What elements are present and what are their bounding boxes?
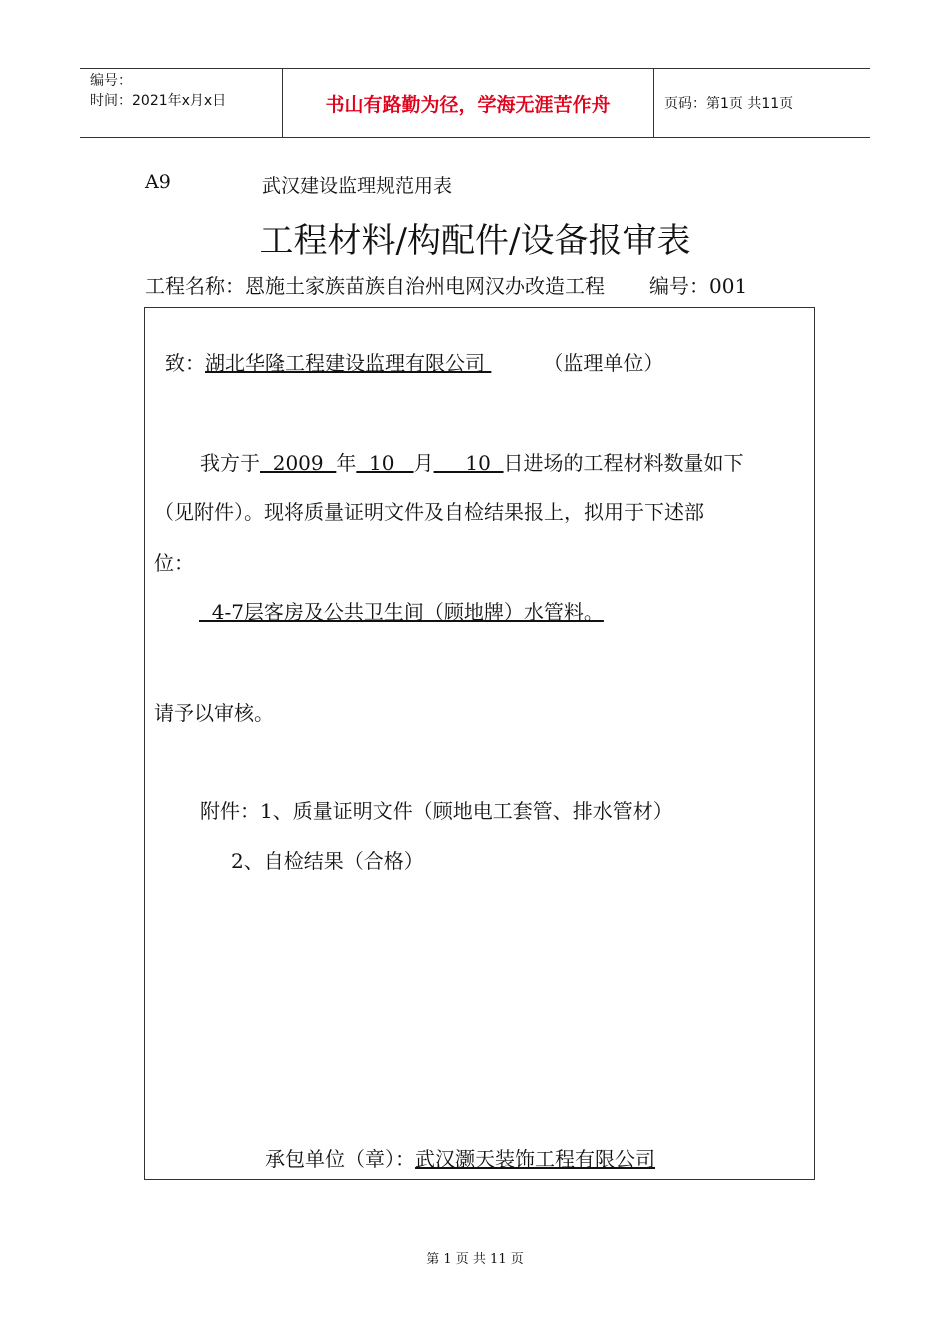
form-box [144, 307, 815, 1180]
supervisor-unit-label: （监理单位） [543, 351, 664, 375]
attachment-2: 2、自检结果（合格） [231, 849, 424, 873]
p1-b: 年 [336, 451, 357, 475]
motto-text: 书山有路勤为径，学海无涯苦作舟 [325, 93, 611, 116]
form-title: 工程材料/构配件/设备报审表 [259, 221, 691, 261]
paragraph-line-1 [200, 447, 744, 476]
paragraph-line-2: （见附件）。现将质量证明文件及自检结果报上，拟用于下述部 [154, 500, 704, 524]
form-subtitle: 武汉建设监理规范用表 [262, 175, 453, 197]
request-text: 请予以审核。 [154, 701, 274, 725]
form-number: 编号：001 [649, 274, 748, 298]
entry-month: 10 [356, 451, 414, 475]
addressee-line [165, 347, 663, 376]
form-code: A9 [145, 171, 171, 193]
usage-location: 4-7层客房及公共卫生间（顾地牌）水管料。 [199, 600, 604, 624]
contractor-line [265, 1143, 655, 1172]
number-label: 编号： [90, 73, 132, 89]
contractor-label: 承包单位（章）： [265, 1147, 415, 1171]
p1-c: 月 [413, 451, 434, 475]
p1-a: 我方于 [200, 451, 260, 475]
entry-day: 10 [433, 451, 504, 475]
header-motto [282, 69, 654, 137]
time-label: 时间：2021年x月x日 [90, 93, 227, 109]
header-left [80, 69, 282, 137]
page-footer: 第 1 页 共 11 页 [426, 1252, 524, 1267]
project-line [145, 270, 747, 299]
supervisor-org: 湖北华隆工程建设监理有限公司 [205, 351, 492, 375]
entry-year: 2009 [260, 451, 337, 475]
attachment-1: 附件：1、质量证明文件（顾地电工套管、排水管材） [200, 799, 673, 823]
header-page-info: 页码：第1页 共11页 [664, 96, 794, 112]
contractor-name: 武汉灏天装饰工程有限公司 [415, 1147, 655, 1171]
project-name: 工程名称：恩施土家族苗族自治州电网汉办改造工程 [145, 274, 605, 298]
to-prefix: 致： [165, 351, 205, 375]
paragraph-line-3: 位： [154, 551, 194, 575]
page-header [80, 68, 870, 138]
p1-d: 日进场的工程材料数量如下 [503, 451, 744, 475]
